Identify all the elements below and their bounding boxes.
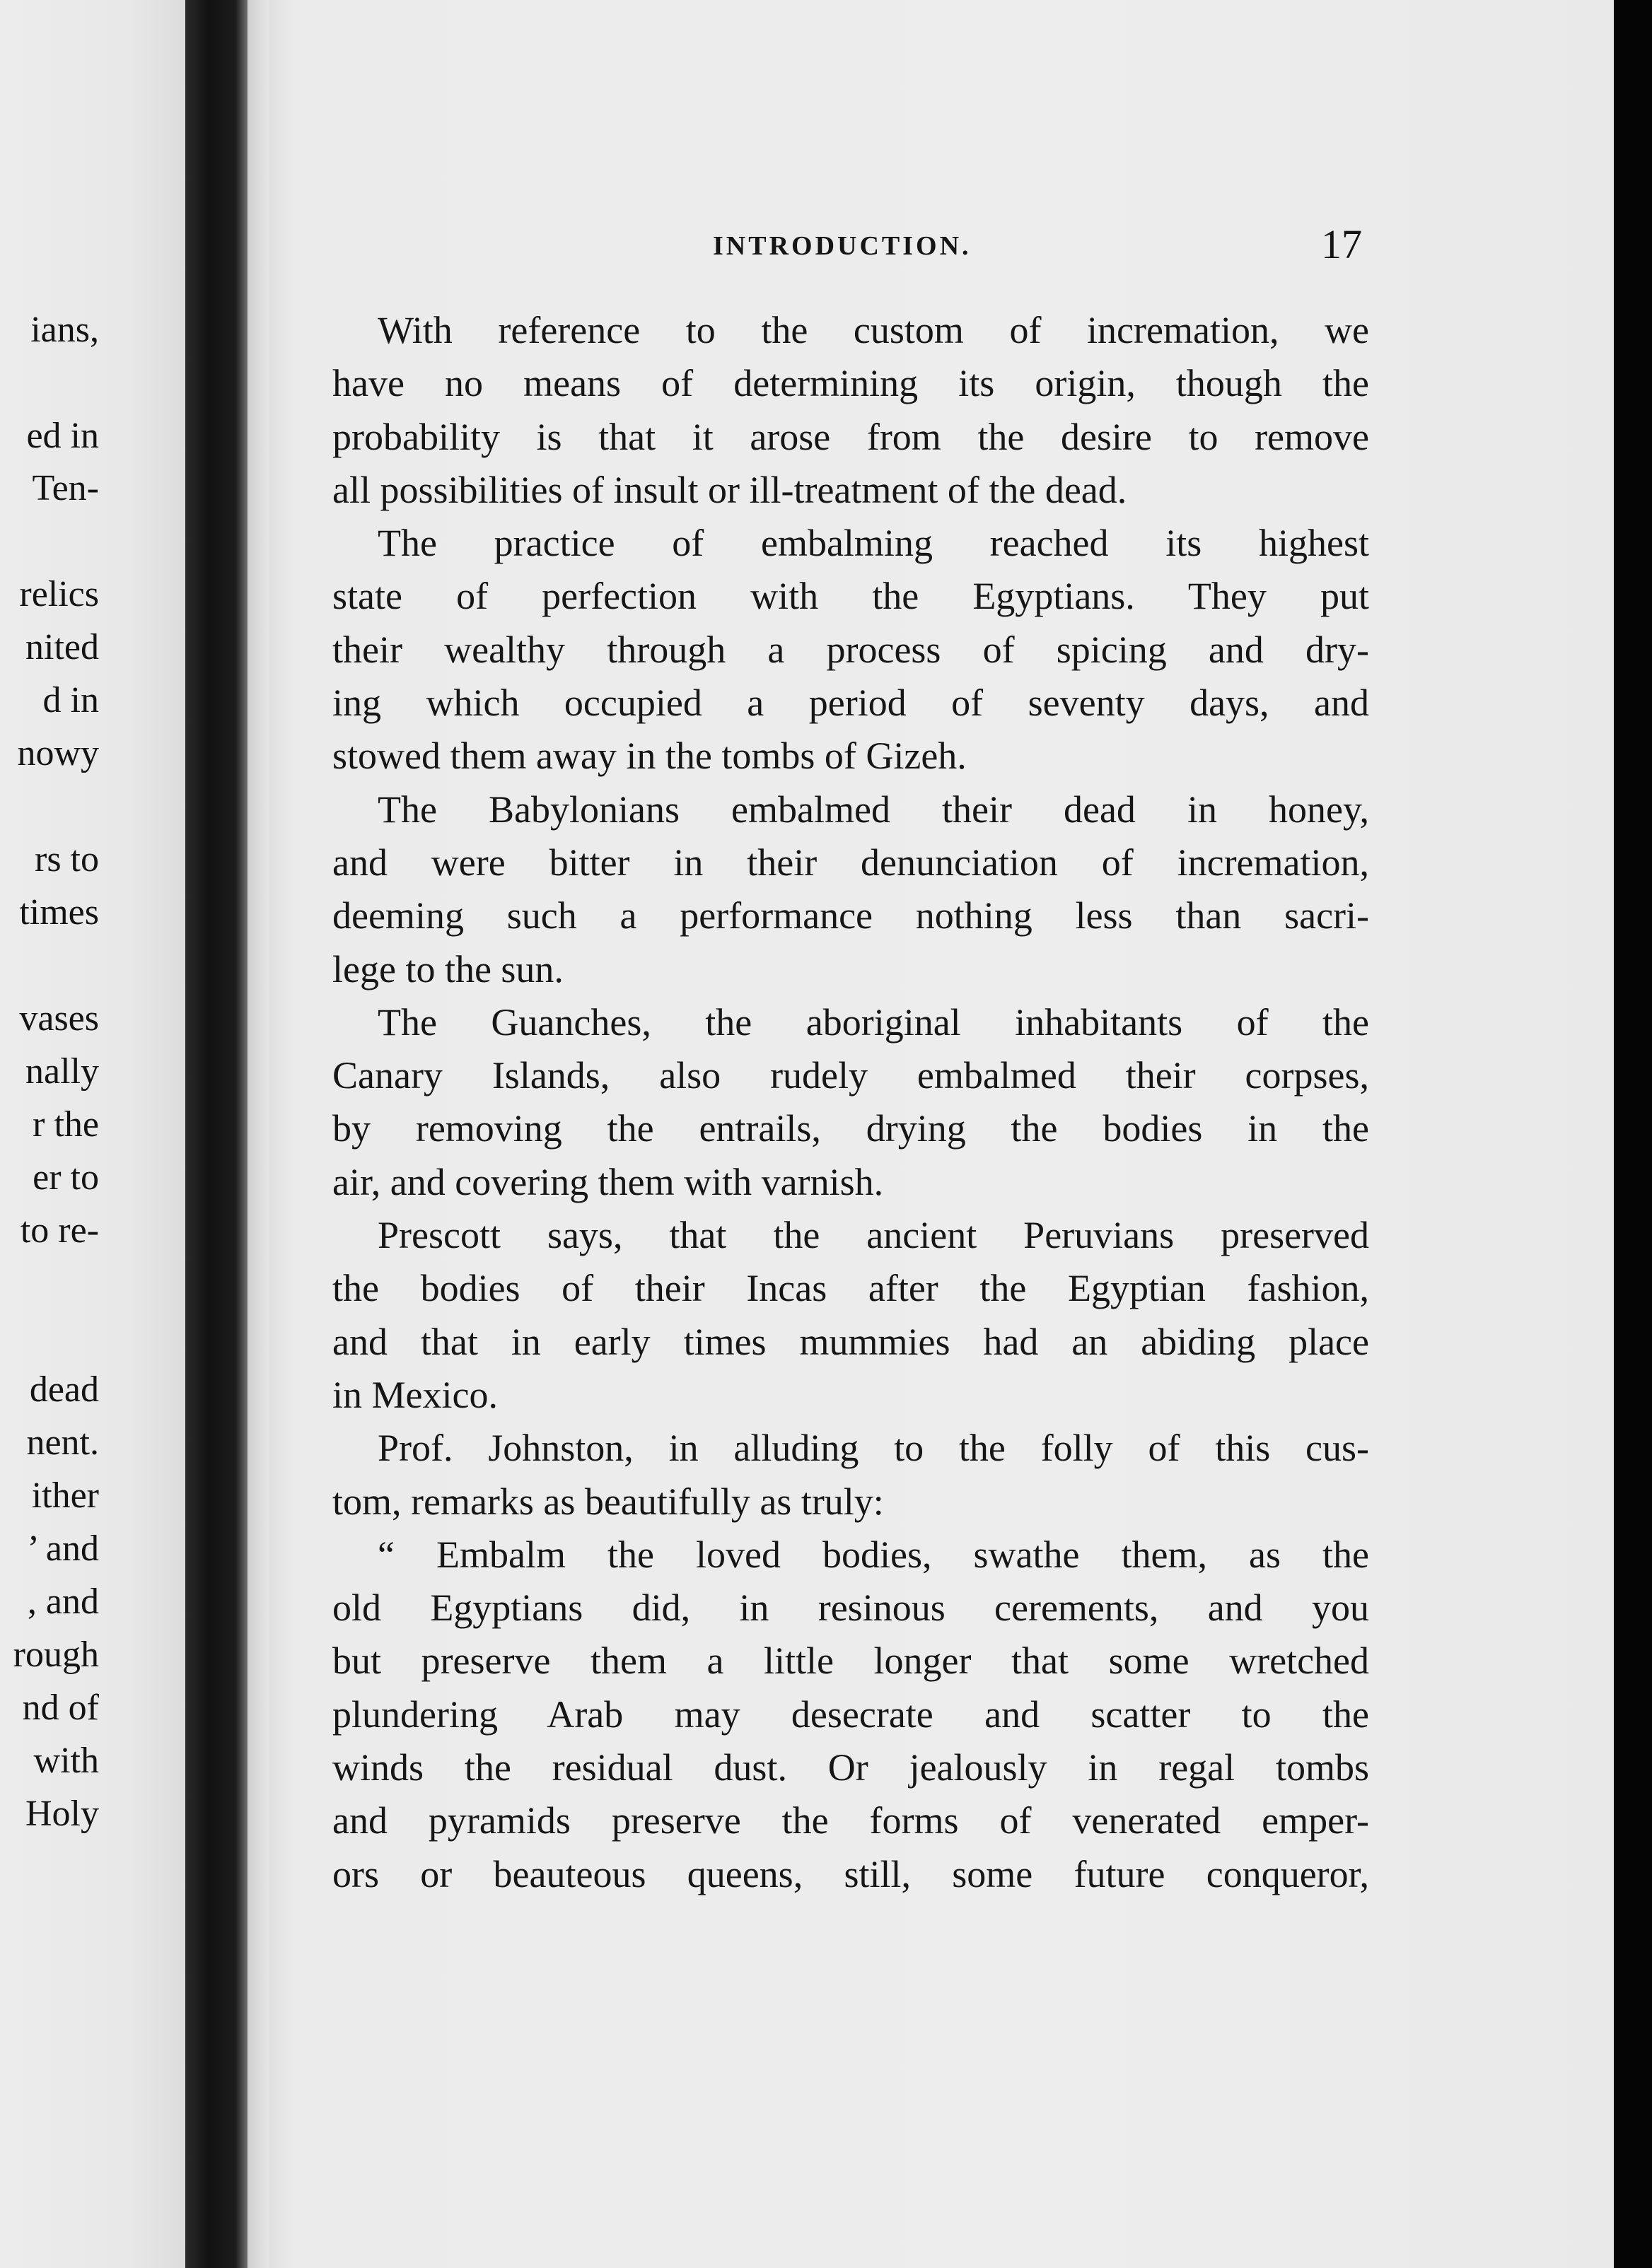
left-fragment: relics xyxy=(19,574,99,614)
running-head-title: INTRODUCTION. xyxy=(713,231,972,261)
scan-right-edge xyxy=(1614,0,1652,2268)
text-line: by removing the entrails, drying the bodies in the xyxy=(332,1107,1369,1150)
left-fragment: ians, xyxy=(30,310,99,350)
left-fragment: Holy xyxy=(25,1794,99,1834)
left-fragment: d in xyxy=(42,680,99,720)
text-line: in Mexico. xyxy=(332,1373,498,1416)
left-fragment: nited xyxy=(25,627,99,667)
text-line: air, and covering them with varnish. xyxy=(332,1160,884,1203)
text-line: The Guanches, the aboriginal inhabitants of the xyxy=(378,1000,1369,1044)
text-line: plundering Arab may desecrate and scatter to the xyxy=(332,1693,1369,1736)
text-line: tom, remarks as beautifully as truly: xyxy=(332,1480,884,1523)
page-number: 17 xyxy=(1321,221,1362,267)
text-line: “ Embalm the loved bodies, swathe them, as the xyxy=(378,1533,1369,1576)
text-line: the bodies of their Incas after the Egyptian fashion, xyxy=(332,1267,1369,1310)
text-line: and that in early times mummies had an abiding place xyxy=(332,1320,1369,1363)
left-fragment: ither xyxy=(31,1475,99,1516)
body-text xyxy=(332,304,1369,1901)
left-fragment: ’ and xyxy=(27,1528,99,1569)
left-fragment: , and xyxy=(27,1582,99,1622)
text-line: but preserve them a little longer that some wretched xyxy=(332,1639,1369,1683)
text-line: and were bitter in their denunciation of incremation, xyxy=(332,841,1369,884)
left-fragment: to re- xyxy=(20,1210,99,1251)
left-fragment: vases xyxy=(19,998,99,1039)
left-fragment: nowy xyxy=(17,733,99,773)
left-fragment: nd of xyxy=(22,1688,99,1728)
left-fragment: rs to xyxy=(35,839,99,879)
book-gutter xyxy=(185,0,252,2268)
text-line: have no means of determining its origin, though the xyxy=(332,362,1369,405)
text-line: The practice of embalming reached its highest xyxy=(378,522,1369,565)
text-line: winds the residual dust. Or jealously in regal tombs xyxy=(332,1746,1369,1789)
text-line: stowed them away in the tombs of Gizeh. xyxy=(332,735,967,778)
text-line: With reference to the custom of incremation, we xyxy=(378,309,1369,351)
text-line: Prescott says, that the ancient Peruvians preserved xyxy=(378,1214,1369,1257)
text-line: lege to the sun. xyxy=(332,947,564,990)
left-fragment: nally xyxy=(25,1051,99,1092)
text-line: Canary Islands, also rudely embalmed their corpses, xyxy=(332,1054,1369,1097)
text-line: probability is that it arose from the desire to remove xyxy=(332,415,1369,458)
left-fragment: rough xyxy=(13,1635,99,1675)
text-line: ors or beauteous queens, still, some future conqueror, xyxy=(332,1852,1369,1895)
left-fragment: dead xyxy=(29,1369,99,1410)
left-fragment: ed in xyxy=(26,416,99,456)
left-facing-page xyxy=(0,0,185,2268)
gutter-shadow xyxy=(248,0,269,2268)
left-fragment: er to xyxy=(33,1157,99,1198)
left-fragment: with xyxy=(33,1741,99,1781)
left-fragment: times xyxy=(19,892,99,933)
text-line: The Babylonians embalmed their dead in honey, xyxy=(378,788,1369,831)
text-line: and pyramids preserve the forms of venerated emper- xyxy=(332,1799,1369,1842)
left-page-text-fragments xyxy=(0,0,185,2268)
text-line: deeming such a performance nothing less than sacri- xyxy=(332,894,1369,937)
text-line: state of perfection with the Egyptians. They put xyxy=(332,575,1369,618)
text-line: all possibilities of insult or ill-treatment of the dead. xyxy=(332,468,1127,511)
text-line: Prof. Johnston, in alluding to the folly of this cus- xyxy=(378,1427,1369,1470)
text-line: old Egyptians did, in resinous cerements, and you xyxy=(332,1586,1369,1630)
page-header xyxy=(0,221,1652,267)
left-fragment: Ten- xyxy=(32,468,99,508)
left-fragment: nent. xyxy=(26,1422,99,1463)
text-line: ing which occupied a period of seventy days, and xyxy=(332,682,1369,725)
text-line: their wealthy through a process of spicing and dry- xyxy=(332,628,1369,671)
left-fragment: r the xyxy=(33,1104,99,1145)
